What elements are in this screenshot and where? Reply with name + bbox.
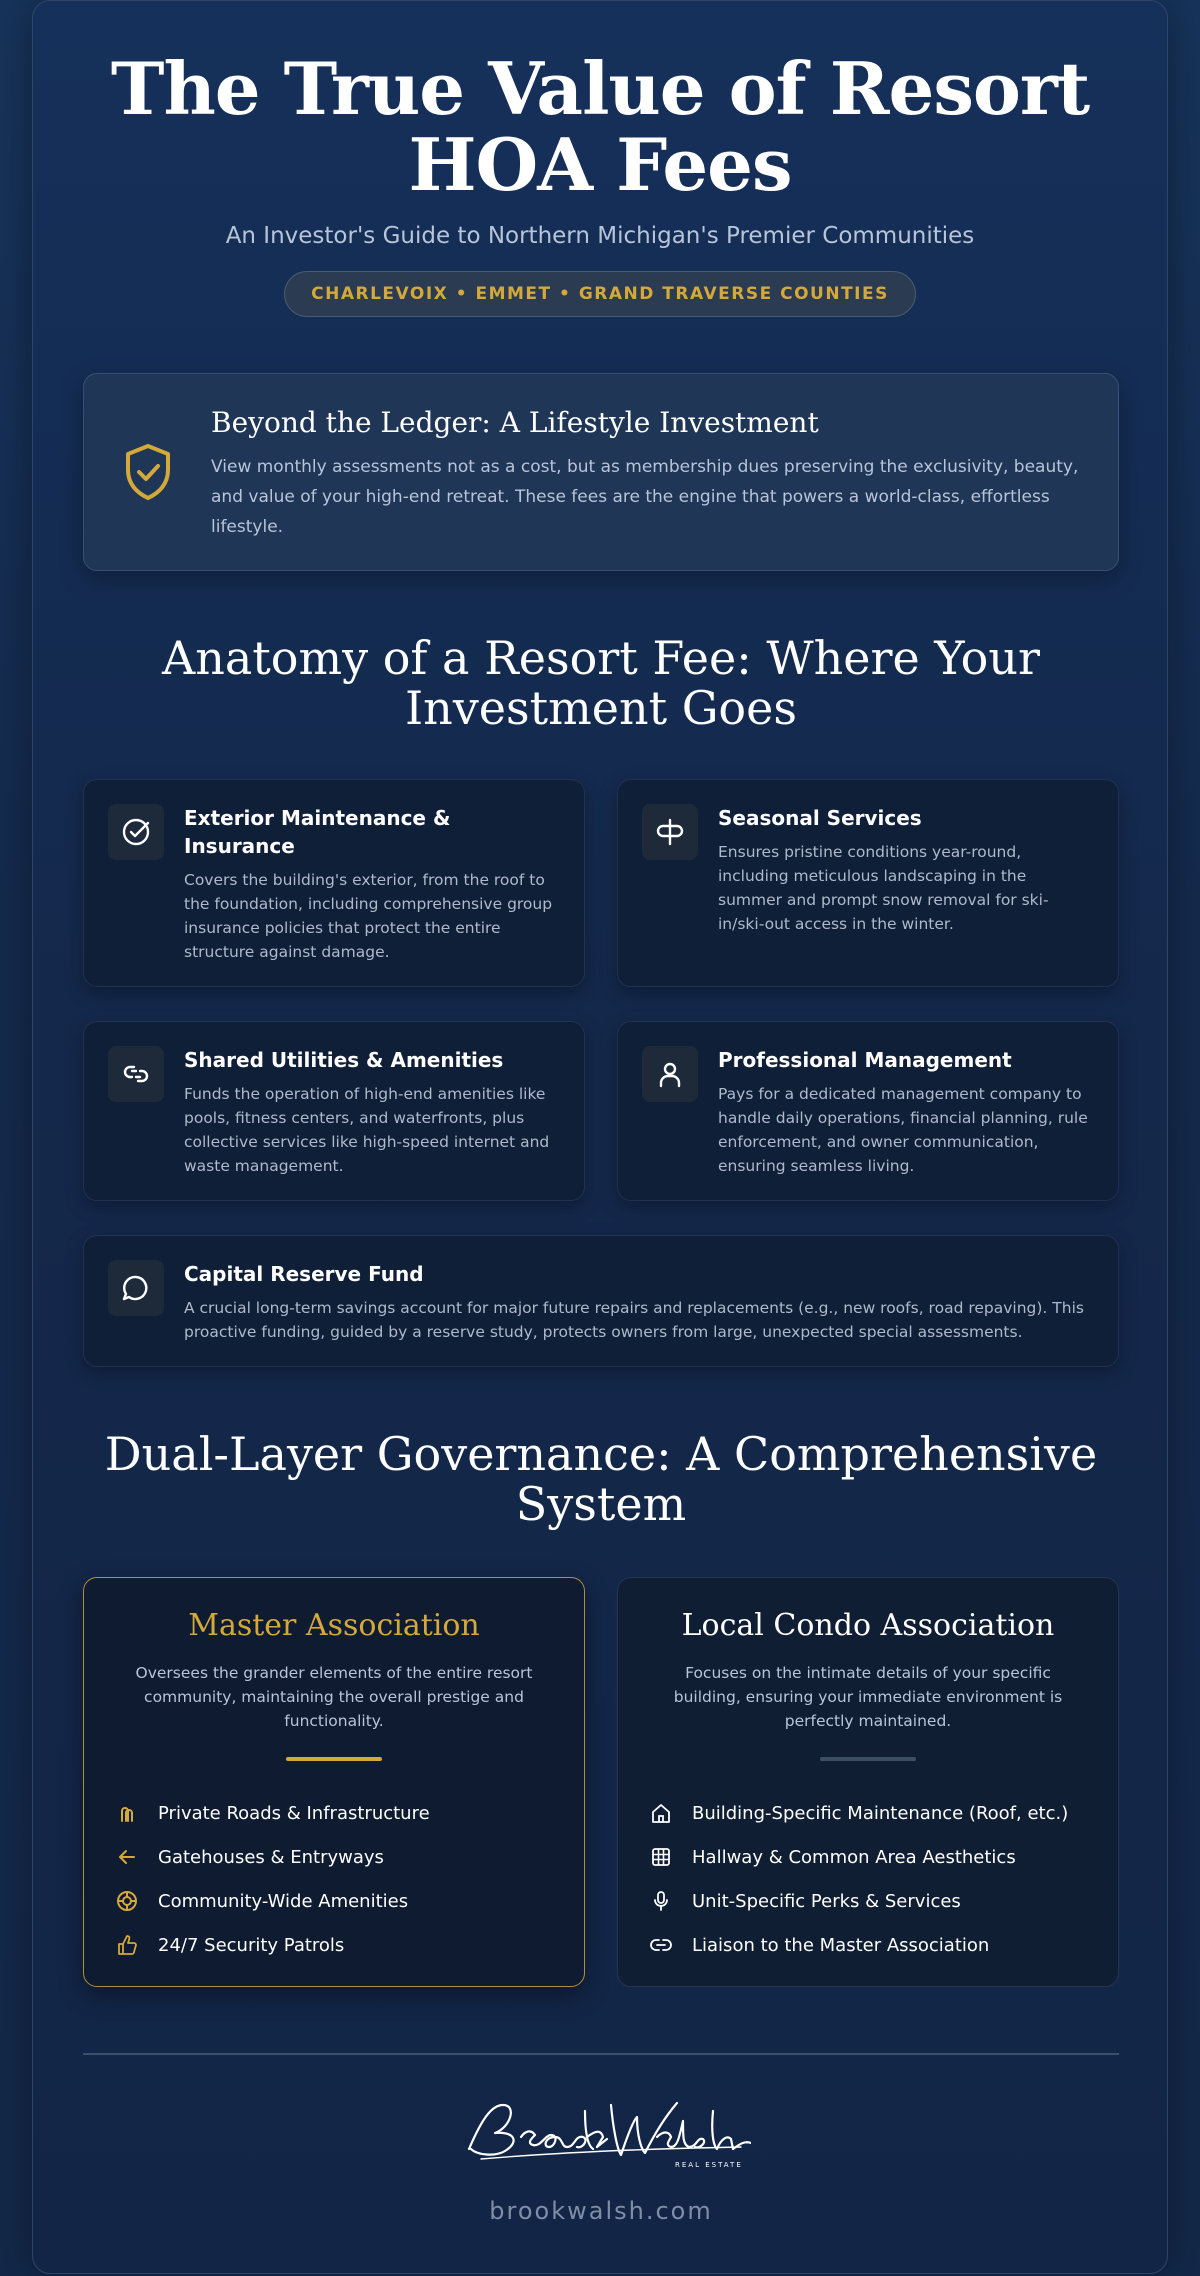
anatomy-title (83, 633, 1119, 733)
page-subtitle: An Investor's Guide to Northern Michigan's Premier Communities (225, 223, 975, 249)
master-association-title: Master Association (188, 1608, 480, 1643)
list-item-label: Community-Wide Amenities (158, 1890, 409, 1912)
list-item (114, 1923, 584, 1967)
counties-badge: CHARLEVOIX • EMMET • GRAND TRAVERSE COUNTIES (284, 271, 916, 317)
local-association-card (617, 1577, 1119, 1987)
anatomy-title-line-2: Investment Goes (405, 681, 797, 735)
infographic-page (32, 0, 1168, 2274)
local-association-title: Local Condo Association (681, 1608, 1055, 1643)
microphone-icon (648, 1888, 674, 1914)
fee-card-reserve (83, 1235, 1119, 1367)
fee-card-title: Seasonal Services (718, 806, 922, 830)
hero (33, 1, 1167, 317)
local-association-desc: Focuses on the intimate details of your specific building, ensuring your immediate environment is perfectly maintained. (673, 1664, 1063, 1730)
fee-card-utilities (83, 1021, 585, 1201)
fee-card-body: A crucial long-term savings account for major future repairs and replacements (e.g., new roofs, road repaving). This proactive funding, guided by a reserve study, protects owners from large, unexpected special assessments. (184, 1299, 1084, 1341)
master-association-desc: Oversees the grander elements of the entire resort community, maintaining the overall prestige and functionality. (135, 1664, 533, 1730)
thumbs-up-icon (114, 1932, 140, 1958)
link-icon (108, 1046, 164, 1102)
list-item (648, 1923, 1118, 1967)
arrow-left-icon (114, 1844, 140, 1870)
master-association-list (84, 1791, 584, 1967)
fee-card-title: Exterior Maintenance & Insurance (184, 806, 451, 858)
brook-walsh-signature-logo (451, 2091, 751, 2171)
page-title (33, 46, 1167, 207)
list-item (114, 1835, 584, 1879)
website-link[interactable]: brookwalsh.com (489, 2197, 713, 2225)
list-item-label: Gatehouses & Entryways (158, 1846, 384, 1868)
fee-card-title: Capital Reserve Fund (184, 1262, 424, 1286)
list-item-label: Hallway & Common Area Aesthetics (692, 1846, 1016, 1868)
fee-card-body: Pays for a dedicated management company to handle daily operations, financial planning, rule enforcement, and owner communication, ensuring seamless living. (718, 1085, 1088, 1175)
list-item-label: Unit-Specific Perks & Services (692, 1890, 961, 1912)
title-line-1: The True Value of Resort (110, 46, 1090, 131)
list-item (648, 1791, 1118, 1835)
list-item (114, 1879, 584, 1923)
fee-card-body: Ensures pristine conditions year-round, including meticulous landscaping in the summer and prompt snow removal for ski-in/ski-out access in the winter. (718, 843, 1049, 933)
signpost-icon (642, 804, 698, 860)
list-item-label: Private Roads & Infrastructure (158, 1802, 430, 1824)
footer-divider (83, 2053, 1119, 2055)
fee-card-body: Funds the operation of high-end amenities like pools, fitness centers, and waterfronts, plus collective services like high-speed internet and waste management. (184, 1085, 550, 1175)
grid-icon (648, 1844, 674, 1870)
local-association-list (618, 1791, 1118, 1967)
fee-card-body: Covers the building's exterior, from the roof to the foundation, including comprehensive group insurance policies that protect the entire structure against damage. (184, 871, 553, 961)
governance-title-line-2: System (515, 1477, 687, 1531)
fee-card-seasonal (617, 779, 1119, 987)
life-ring-icon (114, 1888, 140, 1914)
lifestyle-body: View monthly assessments not as a cost, but as membership dues preserving the exclusivity, beauty, and value of your high-end retreat. These fees are the engine that powers a world-class, effortless lifestyle. (211, 457, 1079, 537)
shield-check-icon (122, 442, 174, 502)
road-icon (114, 1800, 140, 1826)
lifestyle-title: Beyond the Ledger: A Lifestyle Investment (211, 406, 819, 439)
fee-card-title: Shared Utilities & Amenities (184, 1048, 504, 1072)
fee-card-title: Professional Management (718, 1048, 1012, 1072)
home-icon (648, 1800, 674, 1826)
svg-text:REAL ESTATE: REAL ESTATE (675, 2161, 743, 2169)
fee-card-management (617, 1021, 1119, 1201)
link-icon (648, 1932, 674, 1958)
gold-accent-bar (286, 1757, 382, 1761)
list-item-label: Liaison to the Master Association (692, 1934, 990, 1956)
list-item-label: Building-Specific Maintenance (Roof, etc.) (692, 1802, 1069, 1824)
check-circle-icon (108, 804, 164, 860)
master-association-card (83, 1577, 585, 1987)
governance-title (83, 1429, 1119, 1529)
list-item (648, 1835, 1118, 1879)
governance-title-line-1: Dual-Layer Governance: A Comprehensive (104, 1427, 1098, 1481)
list-item (114, 1791, 584, 1835)
list-item (648, 1879, 1118, 1923)
lifestyle-card (83, 373, 1119, 571)
list-item-label: 24/7 Security Patrols (158, 1934, 345, 1956)
grey-accent-bar (820, 1757, 916, 1761)
fee-card-exterior (83, 779, 585, 987)
title-line-2: HOA Fees (408, 122, 792, 207)
chat-bubble-icon (108, 1260, 164, 1316)
person-icon (642, 1046, 698, 1102)
anatomy-title-line-1: Anatomy of a Resort Fee: Where Your (162, 631, 1040, 685)
